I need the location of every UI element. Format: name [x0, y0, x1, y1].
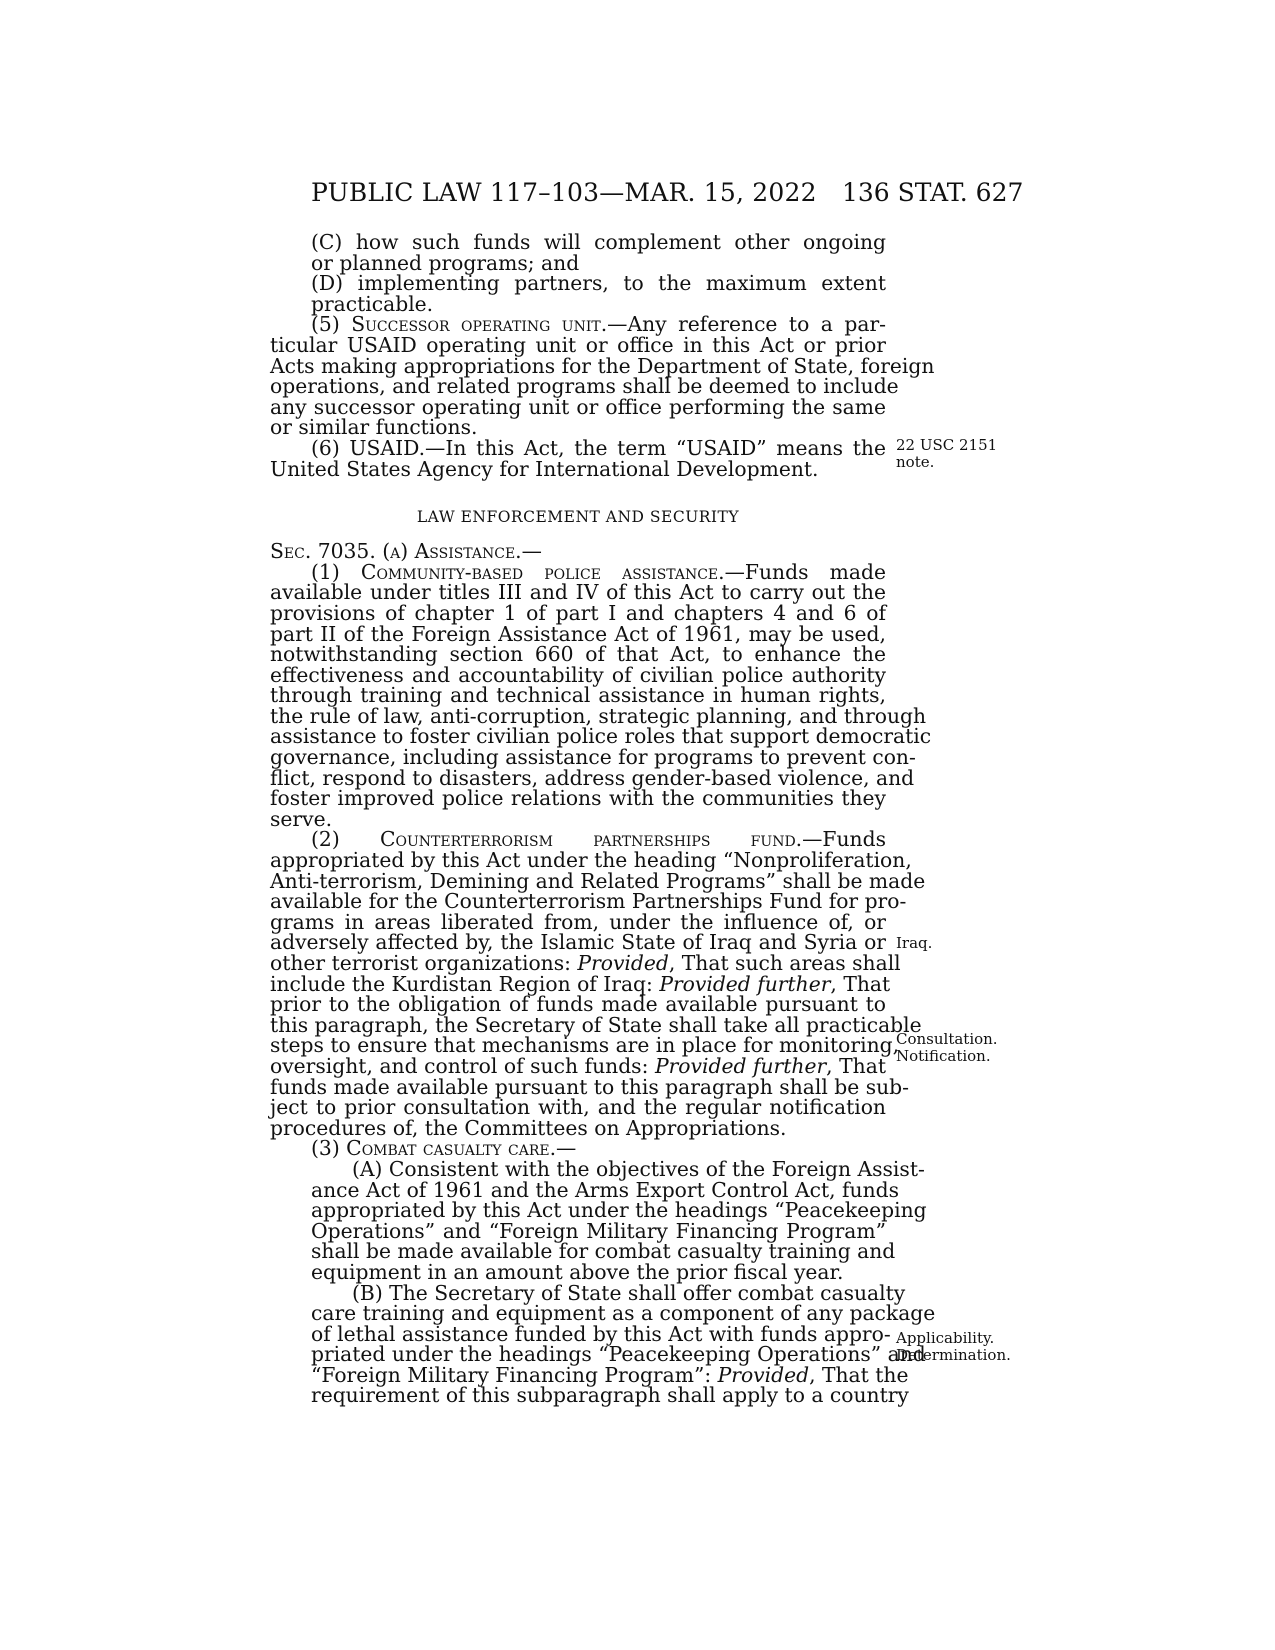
text-line: effectiveness and accountability of civilian police authority	[270, 662, 886, 687]
document-body	[270, 230, 936, 1408]
text-line: the rule of law, anti-corruption, strategic planning, and through	[270, 703, 927, 728]
text-line: operations, and related programs shall be deemed to include	[270, 374, 899, 399]
text-line: Operations” and “Foreign Military Financing Program”	[311, 1218, 886, 1243]
text-line: available for the Counterterrorism Partnerships Fund for pro-	[270, 889, 907, 914]
text-line: appropriated by this Act under the headings “Peacekeeping	[311, 1198, 927, 1223]
text-line: requirement of this subparagraph shall apply to a country	[311, 1383, 909, 1408]
text-line: (2) Counterterrorism partnerships fund.—Funds	[311, 827, 886, 852]
text-line: flict, respond to disasters, address gender-based violence, and	[270, 765, 915, 790]
text-line: or planned programs; and	[311, 250, 580, 275]
text-line: prior to the obligation of funds made available pursuant to	[270, 992, 886, 1017]
text-line: notwithstanding section 660 of that Act, to enhance the	[270, 642, 886, 667]
text-line: assistance to foster civilian police roles that support democratic	[270, 724, 932, 749]
text-line: (B) The Secretary of State shall offer combat casualty	[352, 1280, 906, 1305]
text-line: priated under the headings “Peacekeeping Operations” and	[311, 1342, 926, 1367]
text-line: (D) implementing partners, to the maximum extent	[311, 271, 886, 296]
text-line: ance Act of 1961 and the Arms Export Control Act, funds	[311, 1177, 900, 1202]
text-line: oversight, and control of such funds: Provided further, That	[270, 1053, 886, 1078]
text-line: United States Agency for International Development.	[270, 456, 819, 481]
text-line: foster improved police relations with the communities they	[270, 786, 886, 811]
text-line: (1) Community-based police assistance.—Funds made	[311, 559, 886, 584]
text-line: care training and equipment as a component of any package	[311, 1301, 936, 1326]
margin-note-applicability: Applicability. Determination.	[896, 1329, 1011, 1364]
text-line: this paragraph, the Secretary of State shall take all practicable	[270, 1012, 922, 1037]
text-line: procedures of, the Committees on Appropriations.	[270, 1115, 787, 1140]
text-line: other terrorist organizations: Provided, That such areas shall	[270, 951, 901, 975]
text-line: practicable.	[311, 291, 434, 316]
paragraph-heading: (5) Successor operating unit.	[311, 312, 608, 337]
margin-note-iraq: Iraq.	[896, 934, 933, 952]
text-line: of lethal assistance funded by this Act with funds appro-	[311, 1321, 891, 1346]
text-line: grams in areas liberated from, under the influence of, or	[270, 909, 886, 934]
text-line: ject to prior consultation with, and the regular notification	[270, 1095, 886, 1120]
text-line: (6) USAID.—In this Act, the term “USAID” means the	[311, 435, 886, 460]
paragraph-heading: (1) Community-based police assistance.	[311, 559, 725, 584]
text-line: funds made available pursuant to this paragraph shall be sub-	[270, 1074, 910, 1099]
text-line: available under titles III and IV of this Act to carry out the	[270, 580, 886, 605]
paragraph-heading: (3) Combat casualty care.—	[311, 1136, 577, 1161]
text-line: (5) Successor operating unit.—Any reference to a par-	[311, 312, 886, 337]
text-line: ticular USAID operating unit or office in this Act or prior	[270, 332, 886, 357]
text-line: equipment in an amount above the prior fiscal year.	[311, 1259, 844, 1284]
margin-note-consultation: Consultation. Notification.	[896, 1030, 998, 1065]
text-line: Acts making appropriations for the Department of State, foreign	[270, 353, 935, 378]
text-line: steps to ensure that mechanisms are in place for monitoring,	[270, 1033, 900, 1058]
text-line: or similar functions.	[270, 415, 478, 440]
text-line: (C) how such funds will complement other ongoing	[311, 230, 886, 254]
text-line: adversely affected by, the Islamic State of Iraq and Syria or	[270, 930, 886, 955]
page-header	[0, 178, 1275, 218]
text-line: (A) Consistent with the objectives of the Foreign Assist-	[352, 1156, 925, 1181]
running-title: PUBLIC LAW 117–103—MAR. 15, 2022	[311, 178, 817, 207]
text-line: Anti-terrorism, Demining and Related Programs” shall be made	[270, 868, 926, 893]
page-number: 136 STAT. 627	[842, 178, 1024, 207]
text-line: through training and technical assistance in human rights,	[270, 683, 886, 708]
section-number: Sec. 7035. (a) Assistance.—	[270, 539, 542, 564]
text-line: governance, including assistance for programs to prevent con-	[270, 745, 916, 770]
text-line: serve.	[270, 806, 333, 831]
text-line: any successor operating unit or office performing the same	[270, 394, 886, 419]
margin-note-usc: 22 USC 2151 note.	[896, 436, 998, 471]
text-line: provisions of chapter 1 of part I and chapters 4 and 6 of	[270, 600, 886, 625]
text-line: shall be made available for combat casualty training and	[311, 1239, 896, 1264]
paragraph-heading: (2) Counterterrorism partnerships fund.	[311, 827, 803, 852]
text-line: include the Kurdistan Region of Iraq: Provided further, That	[270, 971, 891, 996]
text-line: appropriated by this Act under the heading “Nonproliferation,	[270, 848, 912, 873]
text-line: part II of the Foreign Assistance Act of 1961, may be used,	[270, 621, 886, 646]
section-heading: LAW ENFORCEMENT AND SECURITY	[416, 508, 740, 527]
text-line: “Foreign Military Financing Program”: Provided, That the	[311, 1362, 909, 1387]
subparagraph-block	[270, 1156, 936, 1408]
